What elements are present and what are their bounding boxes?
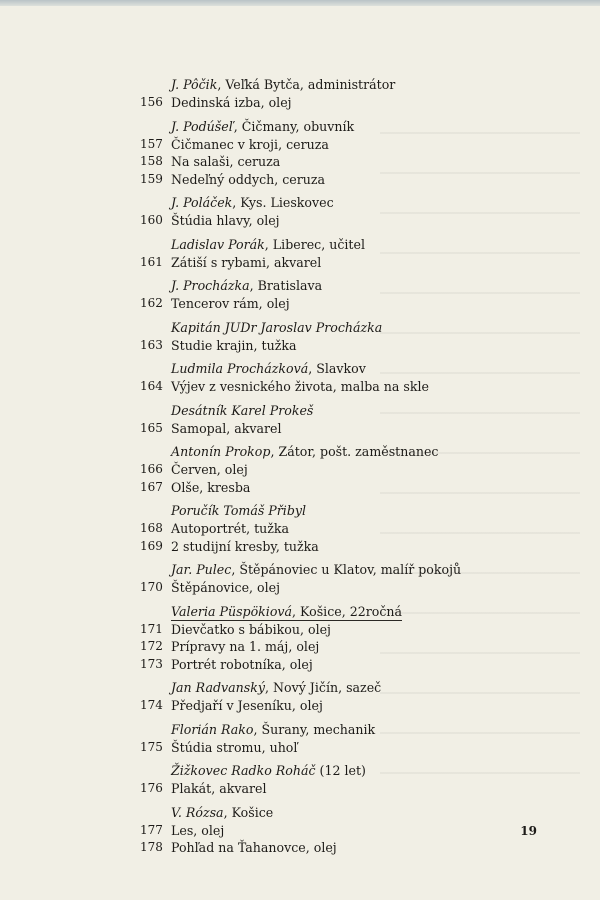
work-title: Autoportrét, tužka [171,521,290,536]
catalog-entry [0,561,600,597]
work-row [0,420,600,438]
work-row [0,739,600,757]
page-top-edge [0,0,600,6]
work-title: Plakát, akvarel [171,781,267,796]
work-row [0,839,600,857]
artist-name: Ladislav Porák [171,236,265,252]
catalog-entry [0,443,600,496]
work-title: Štěpánovice, olej [171,580,281,595]
artist-name: J. Podúšeľ [171,118,234,134]
artist-line [0,502,600,520]
artist-line [0,721,600,739]
artist-line [0,804,600,822]
work-number: 163 [140,337,163,352]
work-number: 170 [140,580,163,594]
artist-line [0,76,600,94]
work-row [0,94,600,112]
catalog-entry [0,277,600,313]
work-number: 158 [140,154,163,168]
work-row [0,295,600,313]
catalog-entry [0,721,600,757]
artist-details: , Veľká Bytča, administrátor [217,77,396,92]
work-number: 172 [140,639,163,653]
work-row [0,538,600,556]
artist-name: Žižkovec Radko Roháč [171,763,316,778]
work-number: 162 [140,296,163,310]
artist-line [0,402,600,420]
artist-line [0,561,600,579]
artist-details: , Liberec, učitel [264,236,365,252]
work-row [0,822,600,840]
work-number: 165 [140,420,163,435]
work-title: Předjaří v Jeseníku, olej [171,698,323,713]
work-row [0,153,600,171]
work-number: 159 [140,171,163,186]
artist-name: Florián Rako [171,721,254,737]
artist-line [0,236,600,254]
work-row [0,461,600,479]
artist-details: , Nový Jičín, sazeč [264,680,382,695]
work-row [0,621,600,639]
artist-details: , Zátor, pošt. zaměstnanec [270,444,439,459]
work-row [0,579,600,597]
catalog-entry [0,402,600,438]
artist-details: (12 let) [315,763,366,778]
artist-details: , Šurany, mechanik [253,721,376,737]
work-number: 177 [140,822,163,837]
work-title: 2 studijní kresby, tužka [171,538,319,554]
artist-name: Valeria Püspökiová [171,603,293,619]
artist-line [0,443,600,461]
catalog-entry [0,679,600,715]
work-title: Zátiší s rybami, akvarel [171,254,322,270]
work-row [0,212,600,230]
artist-name: Ludmila Procházková [171,361,309,376]
page-number: 19 [520,824,537,838]
catalog-entry [0,603,600,674]
work-title: Studie krajin, tužka [171,337,297,353]
work-title: Samopal, akvarel [171,420,282,436]
work-title: Pohľad na Ťahanovce, olej [171,840,337,855]
artist-name: V. Rózsa [171,804,224,820]
work-title: Výjev z vesnického života, malba na skle [171,379,429,394]
work-row [0,520,600,538]
catalog-entry [0,236,600,272]
artist-name: Jan Radvanský [171,680,265,695]
catalog-entry [0,804,600,857]
work-row [0,254,600,272]
catalog-entry [0,76,600,112]
work-title: Dievčatko s bábikou, olej [171,621,331,637]
work-number: 167 [140,479,163,494]
work-row [0,378,600,396]
work-number: 178 [140,840,163,854]
work-row [0,479,600,497]
work-title: Olše, kresba [171,479,251,495]
work-number: 175 [140,739,163,754]
artist-line [0,319,600,337]
artist-name: J. Procházka [171,278,250,293]
work-number: 171 [140,621,163,636]
work-title: Na salaši, ceruza [171,154,281,169]
catalog-entry [0,502,600,555]
artist-line [0,194,600,212]
work-row [0,656,600,674]
work-title: Tencerov rám, olej [171,296,290,311]
work-title: Dedinská izba, olej [171,95,292,110]
work-title: Prípravy na 1. máj, olej [171,639,320,654]
work-number: 164 [140,379,163,393]
artist-details: , Čičmany, obuvník [233,118,355,134]
work-number: 156 [140,95,163,109]
catalog-entry [0,360,600,396]
artist-line [0,118,600,136]
catalog-entry [0,194,600,230]
work-number: 160 [140,213,163,227]
work-number: 176 [140,781,163,795]
artist-details: , Kys. Lieskovec [232,195,334,210]
artist-details: , Košice [223,804,274,820]
artist-name: Poručík Tomáš Přibyl [171,503,307,518]
work-row [0,337,600,355]
work-number: 174 [140,698,163,712]
work-row [0,171,600,189]
artist-line [0,360,600,378]
work-number: 168 [140,521,163,535]
work-title: Portrét robotníka, olej [171,656,313,672]
artist-details: , Košice, 22ročná [292,603,403,619]
work-title: Les, olej [171,822,225,838]
work-number: 173 [140,656,163,671]
artist-line [0,603,600,621]
work-title: Štúdia hlavy, olej [171,213,280,228]
artist-name: J. Pôčik [171,77,218,92]
artist-details: , Slavkov [308,361,366,376]
artist-line [0,277,600,295]
artist-details: , Bratislava [249,278,323,293]
work-title: Červen, olej [171,462,248,477]
artist-line [0,679,600,697]
work-row [0,697,600,715]
artist-name: Jar. Pulec [171,562,232,577]
work-row [0,136,600,154]
artist-line [0,762,600,780]
catalog-entry [0,319,600,355]
work-title: Nedeľný oddych, ceruza [171,171,326,187]
work-number: 169 [140,538,163,553]
work-number: 157 [140,136,163,151]
catalog-entry [0,762,600,798]
artist-name: J. Poláček [171,195,233,210]
work-number: 161 [140,254,163,269]
artist-details: , Štěpánoviec u Klatov, malíř pokojů [231,562,462,577]
artist-name: Antonín Prokop [171,444,271,459]
work-title: Čičmanec v kroji, ceruza [171,136,329,152]
work-title: Štúdia stromu, uhoľ [171,739,298,755]
artist-name: Desátník Karel Prokeš [171,402,314,418]
catalog-entry [0,118,600,189]
catalog-list [0,76,600,863]
work-row [0,780,600,798]
work-number: 166 [140,462,163,476]
artist-name: Kapitán JUDr Jaroslav Procházka [171,319,383,335]
work-row [0,638,600,656]
